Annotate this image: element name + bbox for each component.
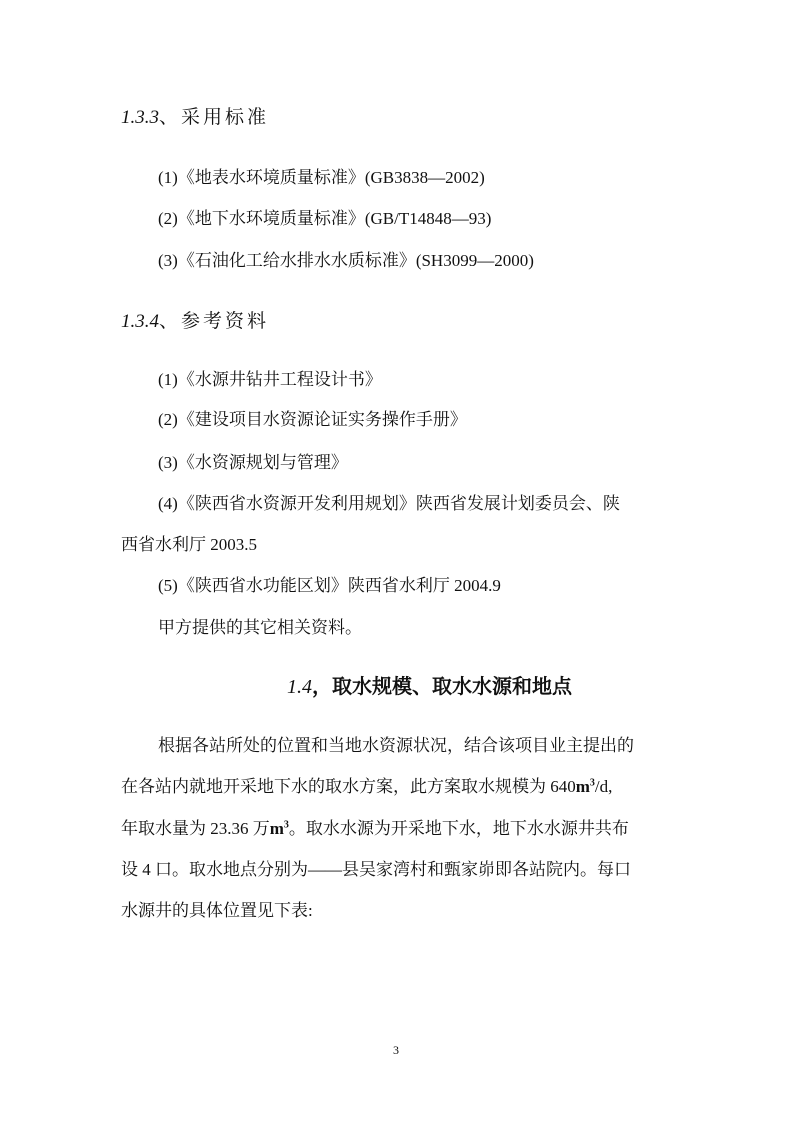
text-segment: /d, (594, 777, 613, 796)
standard-item: (2)《地下水环境质量标准》(GB/T14848—93) (158, 209, 492, 228)
reference-item-continued: 西省水利厅 2003.5 (121, 535, 257, 554)
section-title: ，取水规模、取水水源和地点 (312, 676, 572, 698)
section-number: 1.4 (287, 676, 312, 698)
reference-item: (2)《建设项目水资源论证实务操作手册》 (158, 410, 467, 429)
text-segment: 在各站内就地开采地下水的取水方案，此方案取水规模为 640 (121, 777, 576, 796)
reference-item: (5)《陕西省水功能区划》陕西省水利厅 2004.9 (158, 576, 501, 595)
unit-exponent: 3 (589, 777, 595, 789)
paragraph-line: 设 4 口。取水地点分别为——县吴家湾村和甄家峁即各站院内。每口 (121, 860, 631, 879)
paragraph-line (121, 776, 612, 798)
page-number: 3 (393, 1043, 399, 1057)
text-segment: 。取水水源为开采地下水，地下水水源井共布 (288, 819, 629, 838)
heading-standards (121, 107, 269, 129)
unit-m: m (269, 819, 284, 838)
standard-item: (1)《地表水环境质量标准》(GB3838—2002) (158, 168, 485, 187)
standard-item: (3)《石油化工给水排水水质标准》(SH3099—2000) (158, 251, 534, 270)
heading-title: 、采用标准 (159, 107, 270, 128)
paragraph-line (121, 818, 629, 840)
unit-exponent: 3 (283, 819, 289, 831)
text-segment: 年取水量为 23.36 万 (121, 819, 270, 838)
reference-item: 甲方提供的其它相关资料。 (158, 618, 362, 637)
heading-references (121, 311, 269, 333)
reference-item: (4)《陕西省水资源开发利用规划》陕西省发展计划委员会、陕 (158, 494, 620, 513)
unit-m: m (575, 777, 590, 796)
section-heading-scale (287, 676, 572, 698)
reference-item: (1)《水源井钻井工程设计书》 (158, 370, 382, 389)
heading-number: 1.3.4 (121, 311, 159, 332)
heading-title: 、参考资料 (159, 311, 270, 332)
heading-number: 1.3.3 (121, 107, 159, 128)
paragraph-line: 水源井的具体位置见下表: (121, 901, 313, 920)
paragraph-line: 根据各站所处的位置和当地水资源状况，结合该项目业主提出的 (158, 736, 634, 755)
reference-item: (3)《水资源规划与管理》 (158, 453, 348, 472)
